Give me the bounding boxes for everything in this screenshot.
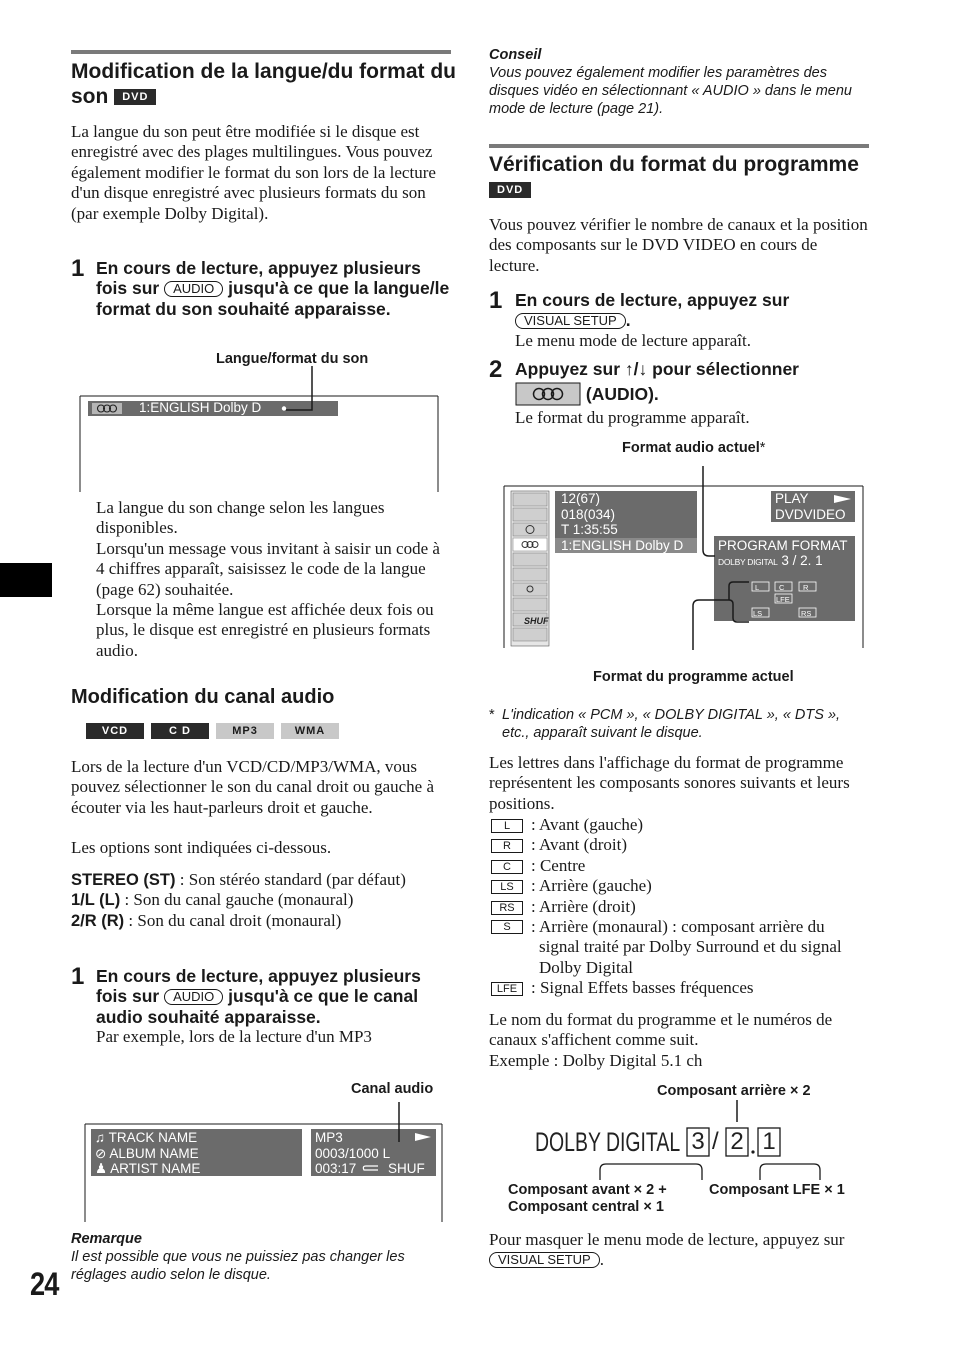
remark: Remarque Il est possible que vous ne puissiez pas changer les réglages audio selon le disque. xyxy=(71,1231,405,1283)
channel-options xyxy=(71,870,451,931)
disc-icon: ⊘ xyxy=(95,1145,107,1161)
display-audio-text: 1:ENGLISH Dolby D xyxy=(139,400,262,415)
intro-program-format: Vous pouvez vérifier le nombre de canaux et la position des composants sur le DVD VIDEO en cours de lecture. xyxy=(489,215,868,275)
display-program-left xyxy=(561,491,683,553)
program-format-panel: PROGRAM FORMAT DOLBY DIGITAL 3 / 2. 1 xyxy=(718,538,848,568)
legend-row-s: S : Arrière (monaural) : composant arrière du signal traité par Dolby Surround et du signal Dolby Digital xyxy=(491,917,869,978)
notes-language: La langue du son change selon les langues disponibles. Lorsqu'un message vous invitant à saisir un code à 4 chiffres apparaît, saisissez le code de la langue (page 62) souhaitée. Lorsque la même langue est affichée deux fois ou plus, le disque est enregistré en plusieurs formats audio. xyxy=(96,498,440,660)
side-tab-marker xyxy=(0,563,52,597)
label-rear-component: Composant arrière × 2 xyxy=(657,1083,811,1099)
closing-instruction: Pour masquer le menu mode de lecture, appuyez sur VISUAL SETUP . xyxy=(489,1230,845,1270)
page-number: 24 xyxy=(30,1266,59,1302)
legend-row-r: R : Avant (droit) xyxy=(491,835,869,855)
up-down-arrows-icon: ↑/↓ xyxy=(624,359,648,379)
elapsed-time: T 1:35:55 xyxy=(561,522,618,537)
audio-menu-icon xyxy=(515,382,581,406)
dvd-badge: DVD xyxy=(489,182,531,198)
current-audio: 1:ENGLISH Dolby D xyxy=(561,537,684,553)
elapsed-time: 003:17 xyxy=(315,1161,357,1176)
artist-name: ♟ ARTIST NAME xyxy=(95,1161,201,1176)
legend-row-lfe: LFE : Signal Effets basses fréquences xyxy=(491,978,869,998)
dolby-logo: DOLBY DIGITAL xyxy=(718,557,778,567)
audio-key: AUDIO xyxy=(164,989,223,1005)
display-mp3-right: MP3 0003/1000 L 003:17 SHUF xyxy=(315,1130,435,1177)
callout-current-program-format: Format du programme actuel xyxy=(593,669,794,685)
intro-channel: Lors de la lecture d'un VCD/CD/MP3/WMA, vous pouvez sélectionner le son du canal droit ou gauche à écouter via les haut-parleurs droit et gauche. xyxy=(71,757,435,817)
callout-current-audio-format: Format audio actuel* xyxy=(622,440,766,456)
legend-row-rs: RS : Arrière (droit) xyxy=(491,897,869,917)
display-mp3-left xyxy=(95,1130,200,1177)
track-name: ♫ TRACK NAME xyxy=(95,1130,198,1145)
step-2-select-audio: 2 Appuyez sur ↑/↓ pour sélectionner (AUDIO). Le format du programme apparaît. xyxy=(489,356,799,428)
slash-separator: / xyxy=(712,1128,719,1155)
display-program-right xyxy=(775,491,846,522)
dolby-digital-brand: DOLBY DIGITAL xyxy=(535,1127,681,1157)
tip: Conseil Vous pouvez également modifier les paramètres des disques vidéo en sélectionnant « AUDIO » dans le menu mode de lecture (page 21). xyxy=(489,47,852,117)
section-title-language: Modification de la langue/du format du son DVD xyxy=(71,60,457,108)
front-channel-digit: 3 xyxy=(691,1128,705,1155)
person-icon: ♟ xyxy=(95,1161,108,1176)
section-title-program-format: Vérification du format du programme DVD xyxy=(489,153,859,196)
lfe-channel-digit: 1 xyxy=(762,1128,776,1155)
shuf-icon: SHUF xyxy=(524,616,549,626)
label-front-component: Composant avant × 2 + Composant central × 1 xyxy=(508,1182,667,1215)
cd-badge: C D xyxy=(151,723,209,739)
callout-audio-channel: Canal audio xyxy=(351,1081,434,1097)
media-badges xyxy=(86,723,339,742)
legend-intro: Les lettres dans l'affichage du format de programme représentent les composants sonores suivants et leurs positions. xyxy=(489,753,850,813)
callout-language-format: Langue/format du son xyxy=(216,351,369,367)
track-counter-channel: 0003/1000 L xyxy=(315,1145,391,1161)
mp3-badge: MP3 xyxy=(216,723,274,739)
step-note-mp3: Par exemple, lors de la lecture d'un MP3 xyxy=(96,1027,372,1047)
dvd-badge: DVD xyxy=(114,89,156,105)
visual-setup-key: VISUAL SETUP xyxy=(489,1252,600,1268)
legend-row-c: C : Centre xyxy=(491,856,869,876)
option-left: 1/L (L) : Son du canal gauche (monaural) xyxy=(71,890,354,910)
visual-setup-key: VISUAL SETUP xyxy=(515,313,626,329)
step-1-audio-channel: 1 En cours de lecture, appuyez plusieurs fois sur AUDIO jusqu'à ce que le canal audio souhaité apparaisse. Par exemple, lors de la lecture d'un MP3 xyxy=(71,965,451,1048)
source-label: DVDVIDEO xyxy=(775,506,846,522)
album-name: ⊘ ALBUM NAME xyxy=(95,1145,199,1161)
audio-key: AUDIO xyxy=(164,281,223,297)
step-1-audio-language: 1 En cours de lecture, appuyez plusieurs fois sur AUDIO jusqu'à ce que la langue/le format du son souhaité apparaisse. xyxy=(71,255,450,319)
music-note-icon: ♫ xyxy=(95,1130,106,1145)
play-status: PLAY xyxy=(775,491,809,506)
option-stereo: STEREO (ST) : Son stéréo standard (par défaut) xyxy=(71,870,406,889)
rear-channel-digit: 2 xyxy=(730,1128,744,1155)
section-title-channel: Modification du canal audio xyxy=(71,686,335,708)
intro-language: La langue du son peut être modifiée si le disque est enregistré avec des plages multilingues. Vous pouvez également modifier le format du son lors de la lecture d'un disque enregistré avec plusieurs formats du son (par exemple Dolby Digital). xyxy=(71,122,436,223)
format-example: Exemple : Dolby Digital 5.1 ch xyxy=(489,1051,703,1070)
label-lfe-component: Composant LFE × 1 xyxy=(709,1182,845,1198)
vcd-badge: VCD xyxy=(86,723,144,739)
chapter-count: 018(034) xyxy=(561,506,616,522)
wma-badge: WMA xyxy=(281,723,339,739)
footnote: * L'indication « PCM », « DOLBY DIGITAL », « DTS », etc., apparaît suivant le disque. xyxy=(489,707,841,741)
speaker-legend xyxy=(491,815,869,999)
format-note: Le nom du format du programme et le numéros de canaux s'affichent comme suit. xyxy=(489,1010,833,1050)
display-audio-language xyxy=(78,366,442,494)
intro-channel-2: Les options sont indiquées ci-dessous. xyxy=(71,838,332,857)
option-right: 2/R (R) : Son du canal droit (monaural) xyxy=(71,910,342,930)
channel-count: 3 / 2. 1 xyxy=(781,553,823,568)
step-1-visual-setup: 1 En cours de lecture, appuyez sur VISUAL SETUP . Le menu mode de lecture apparaît. xyxy=(489,287,790,350)
title-chapter: 12(67) xyxy=(561,491,601,506)
shuf-label: SHUF xyxy=(388,1161,425,1176)
legend-row-ls: LS : Arrière (gauche) xyxy=(491,876,869,896)
legend-row-l: L : Avant (gauche) xyxy=(491,815,869,835)
